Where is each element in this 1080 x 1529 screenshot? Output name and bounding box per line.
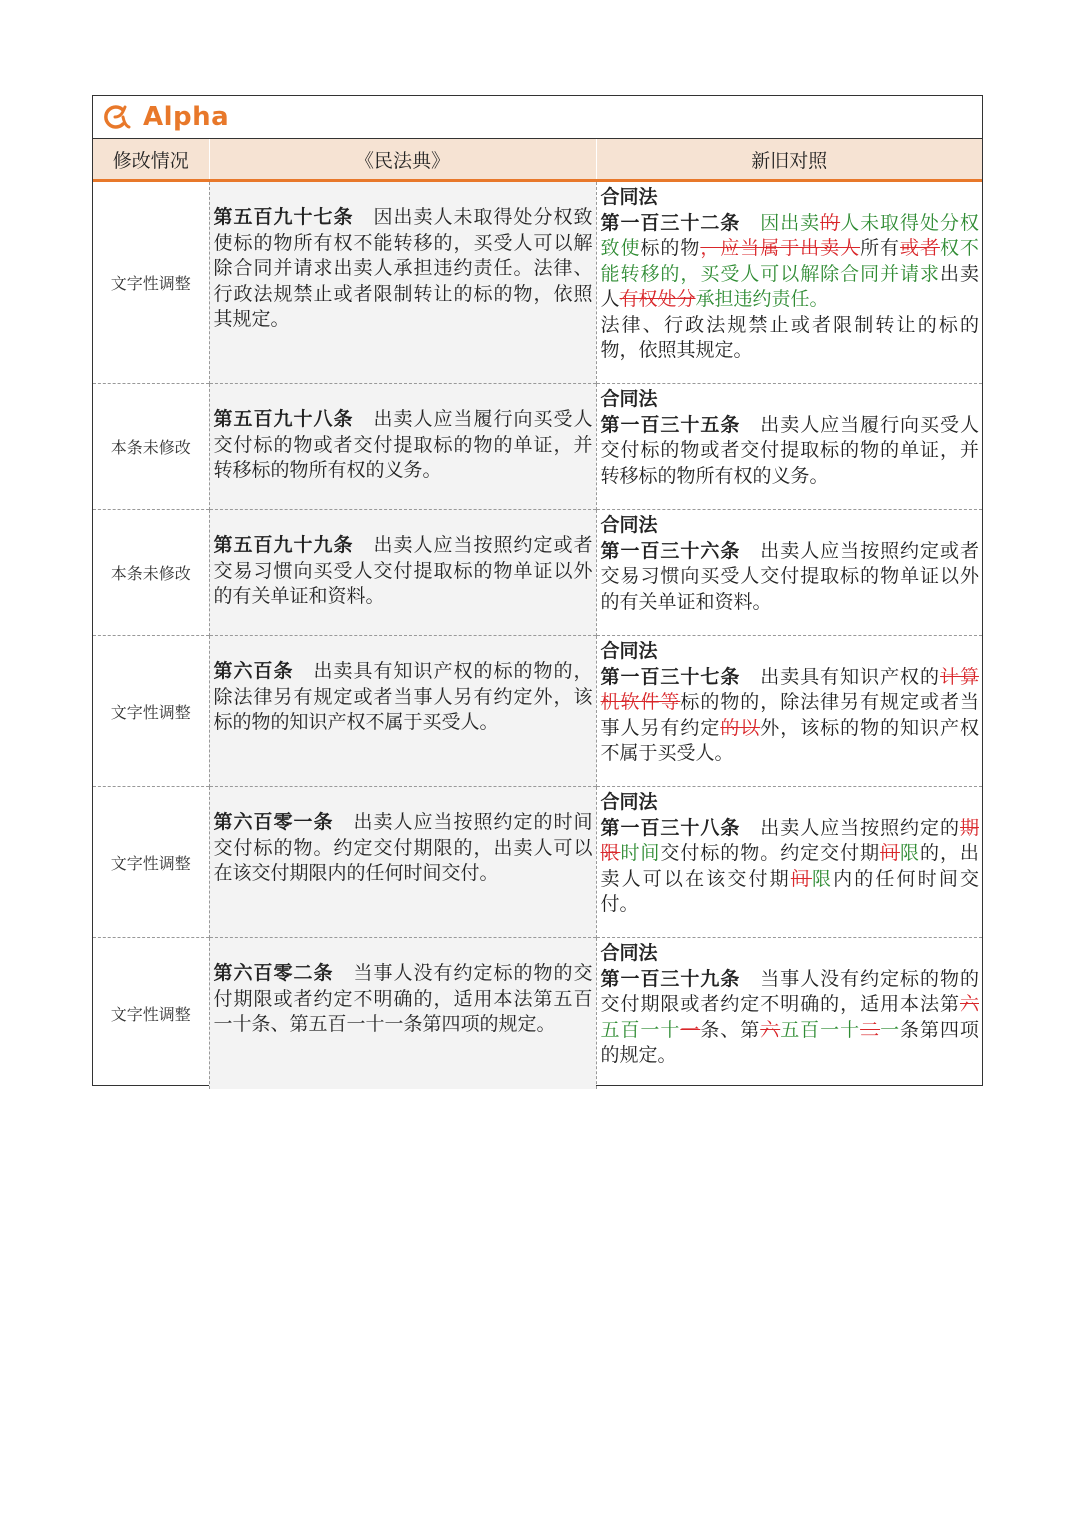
header-row (93, 139, 982, 181)
change-status: 本条未修改 (93, 384, 209, 510)
civil-code-cell (209, 787, 596, 938)
old-article-number: 第一百三十八条 (600, 816, 741, 839)
unchanged-text: 法律、行政法规禁止或者限制转让的标的物，依照其规定。 (600, 313, 979, 361)
comparison-text (597, 182, 983, 364)
unchanged-text: 出卖人应当按照约定或者交易习惯向买受人交付提取标的物单证以外的有关单证和资料。 (600, 539, 979, 613)
comparison-table (93, 139, 982, 1089)
civil-code-text (210, 787, 596, 887)
table-row (93, 938, 982, 1089)
added-text: 限 (811, 867, 834, 890)
table-row (93, 787, 982, 938)
article-body: 出卖人应当按照约定或者交易习惯向买受人交付提取标的物单证以外的有关单证和资料。 (213, 534, 593, 607)
old-article-number: 第一百三十九条 (600, 967, 741, 990)
table-row (93, 384, 982, 510)
unchanged-text: 交付标的物。约定交付期 (660, 842, 881, 864)
civil-code-text (210, 938, 596, 1038)
article-number: 第五百九十八条 (213, 408, 354, 430)
change-status: 文字性调整 (93, 181, 209, 384)
deleted-text: 间 (790, 867, 812, 890)
unchanged-text: 所有 (860, 237, 901, 259)
civil-code-cell (209, 636, 596, 787)
added-text: 因出卖 (760, 211, 821, 234)
civil-code-text (210, 636, 596, 736)
article-body: 因出卖人未取得处分权致使标的物所有权不能转移的，买受人可以解除合同并请求出卖人承担违约责任。法律、行政法规禁止或者限制转让的标的物，依照其规定。 (213, 206, 593, 330)
comparison-cell (596, 787, 982, 938)
comparison-cell (596, 636, 982, 787)
unchanged-text: 标的物 (640, 237, 701, 259)
civil-code-cell (209, 181, 596, 384)
unchanged-text: 当事人没有约定标的物的交付期限或者约定不明确的，适用本法第 (600, 967, 979, 1015)
comparison-text (597, 787, 983, 918)
comparison-cell (596, 510, 982, 636)
old-article-number: 第一百三十七条 (600, 665, 741, 688)
unchanged-text: 内的任何时间交付。 (600, 867, 979, 915)
unchanged-text: 出卖人 (600, 262, 979, 310)
source-law: 合同法 (600, 388, 658, 410)
deleted-text: 或者 (900, 237, 940, 259)
change-status: 文字性调整 (93, 636, 209, 787)
comparison-document (92, 95, 983, 1086)
comparison-cell (596, 181, 982, 384)
deleted-text: ，应当属于出卖人 (700, 237, 861, 259)
article-number: 第五百九十九条 (213, 534, 354, 556)
deleted-text: 的以 (720, 716, 761, 739)
added-text: 限 (900, 842, 920, 864)
added-text: 五百一十 (780, 1018, 861, 1041)
header-status: 修改情况 (93, 139, 209, 181)
unchanged-text: 的，出卖人可以在该交付期 (600, 842, 979, 890)
source-law: 合同法 (600, 942, 658, 964)
added-text: 五百一十 (600, 1018, 681, 1041)
article-body: 出卖人应当按照约定的时间交付标的物。约定交付期限的，出卖人可以在该交付期限内的任何时间交付。 (213, 811, 593, 884)
alpha-logo-icon (101, 102, 131, 132)
added-text: 人未取得处分权致使 (600, 211, 979, 259)
header-old-new: 新旧对照 (596, 139, 982, 181)
unchanged-text: 标的物的，除法律另有规定或者当事人另有约定 (600, 691, 979, 739)
deleted-text: 二 (860, 1018, 881, 1041)
civil-code-cell (209, 938, 596, 1089)
civil-code-text (210, 510, 596, 610)
table-row (93, 636, 982, 787)
article-body: 出卖具有知识产权的标的物的，除法律另有规定或者当事人另有约定外，该标的物的知识产权不属于买受人。 (213, 660, 593, 733)
added-text: 时间 (620, 842, 661, 864)
source-law: 合同法 (600, 640, 658, 662)
article-number: 第五百九十七条 (213, 206, 354, 228)
unchanged-text: 条第四项的规定。 (600, 1018, 979, 1066)
article-body: 出卖人应当履行向买受人交付标的物或者交付提取标的物的单证，并转移标的物所有权的义务。 (213, 408, 593, 481)
source-law: 合同法 (600, 514, 658, 536)
article-body: 当事人没有约定标的物的交付期限或者约定不明确的，适用本法第五百一十条、第五百一十一条第四项的规定。 (213, 962, 593, 1035)
unchanged-text: 外，该标的物的知识产权不属于买受人。 (600, 716, 979, 764)
unchanged-text: 出卖人应当按照约定的 (740, 816, 960, 839)
article-number: 第六百零一条 (213, 811, 334, 833)
unchanged-text (740, 212, 760, 234)
unchanged-text: 条、第 (700, 1018, 761, 1041)
table-row (93, 181, 982, 384)
civil-code-text (210, 182, 596, 333)
deleted-text: 六 (959, 993, 979, 1015)
comparison-text (597, 384, 983, 489)
table-row (93, 510, 982, 636)
deleted-text: 间 (880, 842, 901, 864)
added-text: 承担违约责任。 (695, 288, 829, 310)
brand-name: Alpha (143, 102, 230, 132)
change-status: 本条未修改 (93, 510, 209, 636)
old-article-number: 第一百三十五条 (600, 413, 741, 436)
brand-header (93, 96, 982, 139)
comparison-cell (596, 938, 982, 1089)
source-law: 合同法 (600, 186, 658, 208)
change-status: 文字性调整 (93, 938, 209, 1089)
unchanged-text: 出卖人应当履行向买受人交付标的物或者交付提取标的物的单证，并转移标的物所有权的义务。 (600, 413, 979, 487)
unchanged-text: 出卖具有知识产权的 (740, 665, 940, 688)
deleted-text: 计算机软件等 (600, 665, 979, 713)
civil-code-cell (209, 510, 596, 636)
old-article-number: 第一百三十二条 (600, 211, 741, 234)
deleted-text: 有权处分 (619, 288, 696, 310)
comparison-text (597, 636, 983, 767)
comparison-text (597, 938, 983, 1069)
deleted-text: 的 (820, 211, 841, 234)
comparison-cell (596, 384, 982, 510)
civil-code-cell (209, 384, 596, 510)
article-number: 第六百条 (213, 660, 294, 682)
comparison-text (597, 510, 983, 615)
source-law: 合同法 (600, 791, 658, 813)
deleted-text: 期限 (600, 816, 979, 864)
added-text: 权不能转移的，买受人可以解除合同并请求 (600, 237, 979, 285)
header-civil-code: 《民法典》 (209, 139, 596, 181)
added-text: 一 (880, 1018, 901, 1041)
deleted-text: 六 (760, 1018, 781, 1041)
article-number: 第六百零二条 (213, 962, 334, 984)
change-status: 文字性调整 (93, 787, 209, 938)
deleted-text: 一 (680, 1018, 701, 1041)
civil-code-text (210, 384, 596, 484)
old-article-number: 第一百三十六条 (600, 539, 741, 562)
